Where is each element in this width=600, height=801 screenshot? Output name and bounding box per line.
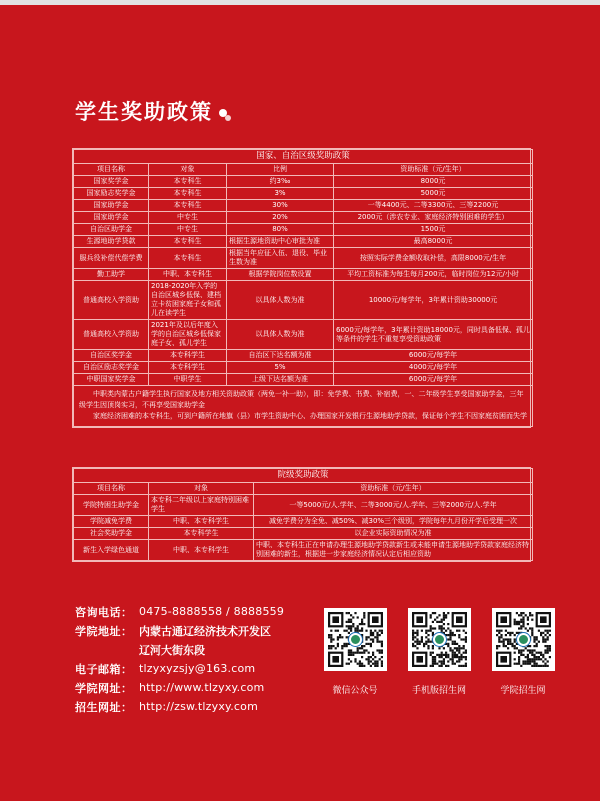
qr-wechat [316, 608, 394, 696]
item-target: 中专生 [149, 224, 227, 236]
column-header: 比例 [227, 164, 334, 176]
item-name: 中职国家奖学金 [74, 374, 149, 386]
item-name: 新生入学绿色通道 [74, 540, 149, 561]
item-standard: 10000元/每学年，3年累计资助30000元 [334, 281, 533, 320]
item-name: 普通高校入学资助 [74, 320, 149, 350]
note-paragraph: 家庭经济困难的本专科生，可到户籍所在地旗（县）市学生资助中心、办理国家开发银行生源地助学贷款，保证每个学生不因家庭贫困而失学 [93, 412, 527, 420]
table-row [74, 200, 533, 212]
page-heading [75, 96, 232, 126]
item-name: 服兵役补偿代偿学费 [74, 248, 149, 269]
qr-admission-site [484, 608, 562, 696]
national-table-title: 国家、自治区级奖助政策 [74, 150, 533, 164]
email-address: tlzyxyzsjy@163.com [139, 662, 256, 675]
item-standard: 1500元 [334, 224, 533, 236]
note-paragraph: 中职类内蒙古户籍学生执行国家及地方相关资助政策（两免一补一助），即：免学费、书费、补宿费，一、二年级学生享受国家助学金，三年级学生因顶岗实习，不再享受国家助学金 [79, 390, 524, 409]
item-ratio: 根据学院岗位数设置 [227, 269, 334, 281]
item-ratio: 3% [227, 188, 334, 200]
item-ratio: 以具体人数为准 [227, 281, 334, 320]
item-target: 中职、本专科学生 [149, 540, 254, 561]
table-row [74, 224, 533, 236]
qr-code-icon [492, 608, 555, 671]
website-label: 学院网址： [75, 681, 133, 695]
item-target: 中职、本专科学生 [149, 516, 254, 528]
item-standard: 4000元/每学年 [334, 362, 533, 374]
column-header: 对象 [149, 483, 254, 495]
page-title: 学生奖助政策 [75, 99, 213, 124]
qr-caption: 学院招生网 [500, 686, 546, 696]
item-target: 中专生 [149, 212, 227, 224]
qr-caption: 手机版招生网 [411, 686, 466, 696]
item-standard: 8000元 [334, 176, 533, 188]
admission-label: 招生网址： [75, 700, 133, 714]
item-target: 中职、本专科生 [149, 269, 227, 281]
column-header: 资助标准（元/生年） [334, 164, 533, 176]
college-policy-table [73, 468, 533, 561]
phone-number: 0475-8888558 / 8888559 [139, 605, 285, 618]
address-line-2: 辽河大街东段 [139, 643, 205, 657]
address-line-1: 内蒙古通辽经济技术开发区 [139, 624, 271, 638]
item-standard: 按照实际学费金额收取补偿，高限8000元/生年 [334, 248, 533, 269]
item-name: 普通高校入学资助 [74, 281, 149, 320]
table-row [74, 350, 533, 362]
qr-caption: 微信公众号 [332, 686, 378, 696]
college-logo-icon [433, 633, 446, 646]
address-row [75, 621, 284, 640]
address-row-2 [75, 640, 284, 659]
item-ratio: 上级下达名额为准 [227, 374, 334, 386]
item-name: 自治区助学金 [74, 224, 149, 236]
item-ratio: 20% [227, 212, 334, 224]
item-ratio: 根据生源地资助中心审批为准 [227, 236, 334, 248]
national-policy-table [73, 149, 533, 427]
item-name: 学院特困生助学金 [74, 495, 149, 516]
qr-code-icon [324, 608, 387, 671]
admission-row [75, 697, 284, 716]
bubble-icon [219, 109, 232, 122]
item-name: 社会奖助学金 [74, 528, 149, 540]
college-table-title: 院级奖助政策 [74, 469, 533, 483]
email-label: 电子邮箱： [75, 662, 133, 676]
item-target: 本专科学生 [149, 528, 254, 540]
website-url: http://www.tlzyxy.com [139, 681, 265, 694]
qr-mobile-site [400, 608, 478, 696]
website-row [75, 678, 284, 697]
phone-label: 咨询电话： [75, 605, 133, 619]
item-standard: 2000元（涉农专业、家庭经济特别困难的学生） [334, 212, 533, 224]
item-name: 国家助学金 [74, 200, 149, 212]
table-row [74, 212, 533, 224]
item-target: 2021年及以后年度入学的自治区城乡低保家庭子女、孤儿学生 [149, 320, 227, 350]
item-standard: 一等4400元、二等3300元、三等2200元 [334, 200, 533, 212]
item-ratio: 30% [227, 200, 334, 212]
email-row [75, 659, 284, 678]
policy-notes [74, 386, 533, 427]
table-row [74, 188, 533, 200]
item-name: 学院减免学费 [74, 516, 149, 528]
item-target: 本专科二年级以上家庭特别困难学生 [149, 495, 254, 516]
item-target: 2018-2020年入学的自治区城乡低保、建档立卡贫困家庭子女和孤儿在读学生 [149, 281, 227, 320]
column-header: 资助标准（元/生年） [254, 483, 533, 495]
item-target: 本专科学生 [149, 350, 227, 362]
item-name: 国家助学金 [74, 212, 149, 224]
column-header: 项目名称 [74, 164, 149, 176]
phone-row [75, 602, 284, 621]
item-target: 本专科生 [149, 176, 227, 188]
item-target: 中职学生 [149, 374, 227, 386]
item-target: 本专科生 [149, 200, 227, 212]
admission-url: http://zsw.tlzyxy.com [139, 700, 258, 713]
college-logo-icon [517, 633, 530, 646]
item-standard: 中职、本专科生正在申请办理生源地助学贷款新生或未能申请生源地助学贷款家庭经济特别困难的新生，根据进一步家庭经济情况认定后相应资助 [254, 540, 533, 561]
item-ratio: 80% [227, 224, 334, 236]
item-name: 国家奖学金 [74, 176, 149, 188]
table-row [74, 495, 533, 516]
item-ratio: 以具体人数为准 [227, 320, 334, 350]
item-name: 自治区奖学金 [74, 350, 149, 362]
table-row [74, 540, 533, 561]
item-target: 本专科生 [149, 236, 227, 248]
item-standard: 6000元/每学年 [334, 350, 533, 362]
college-policy-panel [72, 467, 531, 562]
item-standard: 以企业实际资助情况为准 [254, 528, 533, 540]
item-name: 生源地助学贷款 [74, 236, 149, 248]
item-name: 国家励志奖学金 [74, 188, 149, 200]
item-standard: 最高8000元 [334, 236, 533, 248]
college-logo-icon [349, 633, 362, 646]
item-standard: 6000元/每学年，3年累计资助18000元，同时具备低保、孤儿等条件的学生不重复享受资助政策 [334, 320, 533, 350]
qr-code-group [316, 608, 562, 696]
table-row [74, 528, 533, 540]
table-row [74, 269, 533, 281]
item-ratio: 自治区下达名额为准 [227, 350, 334, 362]
item-standard: 一等5000元/人.学年、二等3000元/人.学年、三等2000元/人.学年 [254, 495, 533, 516]
column-header: 项目名称 [74, 483, 149, 495]
table-row [74, 281, 533, 320]
item-name: 自治区励志奖学金 [74, 362, 149, 374]
item-target: 本专科学生 [149, 362, 227, 374]
item-standard: 6000元/每学年 [334, 374, 533, 386]
top-border [0, 0, 600, 5]
item-target: 本专科生 [149, 248, 227, 269]
table-row [74, 374, 533, 386]
table-row [74, 236, 533, 248]
contact-info [75, 602, 284, 716]
item-target: 本专科生 [149, 188, 227, 200]
address-label: 学院地址： [75, 624, 133, 638]
table-row [74, 248, 533, 269]
item-standard: 平均工资标准为每生每月200元，临时岗位为12元/小时 [334, 269, 533, 281]
item-ratio: 5% [227, 362, 334, 374]
national-policy-panel [72, 148, 531, 428]
item-ratio: 约3‰ [227, 176, 334, 188]
column-header: 对象 [149, 164, 227, 176]
qr-code-icon [408, 608, 471, 671]
item-standard: 减免学费分为全免、减50%、减30%三个级别，学院每年九月份开学后受理一次 [254, 516, 533, 528]
table-row [74, 320, 533, 350]
table-row [74, 362, 533, 374]
table-row [74, 516, 533, 528]
item-standard: 5000元 [334, 188, 533, 200]
item-name: 勤工助学 [74, 269, 149, 281]
item-ratio: 根据当年应征入伍、退役、毕业生数为准 [227, 248, 334, 269]
table-row [74, 176, 533, 188]
